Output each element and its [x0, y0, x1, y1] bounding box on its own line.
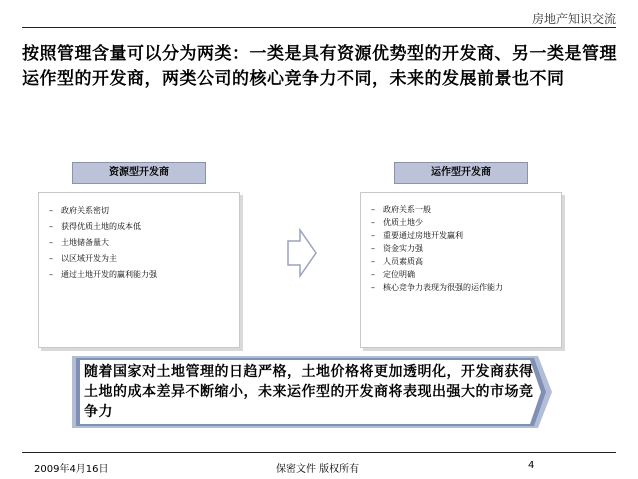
resource-developer-list-box [38, 192, 240, 348]
footer-date: 2009年4月16日 [34, 464, 109, 475]
bullet-dash: – [49, 222, 53, 231]
list-item-text: 核心竞争力表现为很强的运作能力 [383, 283, 503, 292]
footer-confidential: 保密文件 版权所有 [276, 464, 360, 475]
operation-developer-heading: 运作型开发商 [394, 162, 528, 184]
list-item-text: 通过土地开发的赢利能力强 [61, 270, 157, 279]
footer-page-number: 4 [528, 460, 535, 471]
operation-developer-list-box [360, 192, 562, 348]
list-item-text: 人员素质高 [383, 257, 423, 266]
list-item [371, 255, 561, 268]
header-brand: 房地产知识交流 [531, 12, 616, 26]
operation-developer-panel [360, 162, 562, 350]
list-item-text: 以区域开发为主 [61, 254, 117, 263]
list-item [371, 229, 561, 242]
list-item-text: 优质土地少 [383, 218, 423, 227]
list-item [49, 203, 239, 219]
bullet-dash: – [371, 244, 375, 253]
bullet-dash: – [49, 238, 53, 247]
list-item-text: 政府关系密切 [61, 206, 109, 215]
list-item [371, 268, 561, 281]
list-item [49, 235, 239, 251]
list-item-text: 定位明确 [383, 270, 415, 279]
bullet-dash: – [49, 206, 53, 215]
bullet-dash: – [371, 231, 375, 240]
list-item-text: 获得优质土地的成本低 [61, 222, 141, 231]
list-item [371, 281, 561, 294]
resource-developer-heading: 资源型开发商 [72, 162, 206, 184]
bullet-dash: – [371, 257, 375, 266]
slide-title: 按照管理含量可以分为两类：一类是具有资源优势型的开发商、另一类是管理运作型的开发商，两类公司的核心竞争力不同，未来的发展前景也不同 [22, 44, 617, 89]
conclusion-text: 随着国家对土地管理的日趋严格，土地价格将更加透明化，开发商获得土地的成本差异不断缩小，未来运作型的开发商将表现出强大的市场竞争力 [84, 364, 534, 420]
list-item [371, 203, 561, 216]
operation-developer-list [361, 193, 561, 294]
bullet-dash: – [371, 270, 375, 279]
bullet-dash: – [49, 254, 53, 263]
list-item [49, 267, 239, 283]
list-item-text: 土地储备量大 [61, 238, 109, 247]
footer-divider [22, 452, 616, 453]
conclusion-callout [72, 356, 552, 428]
list-item-text: 政府关系一般 [383, 205, 431, 214]
bullet-dash: – [49, 270, 53, 279]
list-item [49, 219, 239, 235]
resource-developer-panel [38, 162, 240, 350]
bullet-dash: – [371, 283, 375, 292]
list-item [371, 242, 561, 255]
list-item-text: 资金实力强 [383, 244, 423, 253]
list-item-text: 重要通过房地开发赢利 [383, 231, 463, 240]
resource-developer-list [39, 193, 239, 283]
list-item [371, 216, 561, 229]
bullet-dash: – [371, 218, 375, 227]
header-divider [22, 27, 616, 28]
list-item [49, 251, 239, 267]
bullet-dash: – [371, 205, 375, 214]
right-arrow-icon [286, 228, 318, 278]
